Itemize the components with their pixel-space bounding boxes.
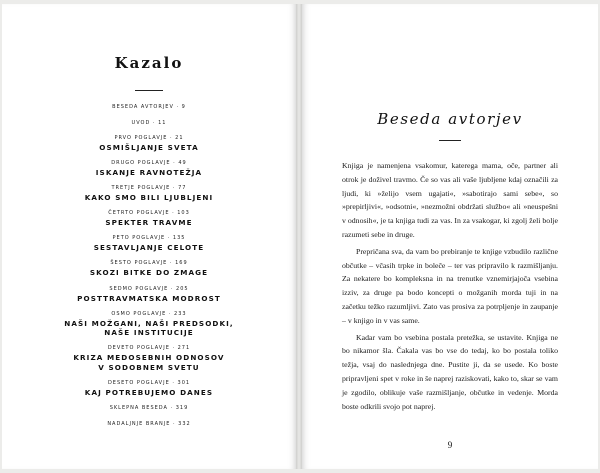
toc-entry-title: OSMIŠLJANJE SVETA [99, 143, 199, 152]
toc-entry-label: SEDMO POGLAVJE · 205 [109, 285, 189, 292]
toc-entry-label: DESETO POGLAVJE · 301 [107, 380, 191, 387]
toc-title: Kazalo [114, 54, 184, 72]
toc-entry [2, 403, 296, 413]
toc-entry-label: DEVETO POGLAVJE · 271 [107, 345, 191, 352]
toc-entry [2, 118, 296, 128]
toc-entry-title: SPEKTER TRAVME [105, 218, 193, 228]
toc-entry-title-line2: V SODOBNEM SVETU [98, 362, 200, 372]
toc-entry-title: KAJ POTREBUJEMO DANES [84, 388, 214, 398]
toc-entry-title: KRIZA MEDOSEBNIH ODNOSOV [73, 353, 225, 363]
page-number: 9 [447, 440, 453, 450]
toc-entry-label: ČETRTO POGLAVJE · 103 [108, 210, 190, 217]
section-divider [439, 140, 461, 141]
body-text [342, 159, 558, 416]
toc-entry [2, 183, 296, 203]
toc-entry [2, 378, 296, 398]
toc-entry-title: POSTTRAVMATSKA MODROST [77, 293, 221, 303]
toc-entry-label: NADALJNJE BRANJE · 332 [107, 420, 191, 427]
toc-entry [2, 208, 296, 228]
toc-entry [2, 309, 296, 338]
toc-entry [2, 419, 296, 429]
toc-divider [135, 90, 163, 91]
section-title: Beseda avtorjev [377, 110, 523, 128]
toc-entry-label: SKLEPNA BESEDA · 319 [109, 405, 189, 412]
paragraph: Knjiga je namenjena vsakomur, katerega mama, oče, partner ali otrok je doživel travmo. Če so vas ali vaše ljubljene kdaj označili za ljudi, ki »želijo vsem ugajati«, »sabotirajo sami sebe«, so »prepirljivi«, »odsotni«, »nezmožni obdržati službo« ali »neuspešni v odnosih«, je ta knjiga tudi za vas. In za vsakogar, ki zgolj želi bolje razumeti sebe in druge. [342, 161, 558, 239]
toc-entry-title: ISKANJE RAVNOTEŽJA [95, 168, 203, 178]
toc-list [2, 102, 296, 434]
paragraph: Prepričana sva, da vam bo prebiranje te knjige vzbudilo različne občutke – včasih trpke in boleče – ter vas pripravilo k razmišljanju. Za nekatere bo kompleksna in na trenutke vznemirjajoča vsebina izziv, za druge pa bodo koncepti o možganih morda tuji in na začetku težko razumljivi. Zato vas prosiva za potrpljenje in zaupanje – v knjigo in v vas same. [342, 246, 558, 325]
toc-entry-label: PRVO POGLAVJE · 21 [114, 135, 184, 141]
toc-entry [2, 158, 296, 178]
toc-entry-label: OSMO POGLAVJE · 233 [111, 310, 187, 317]
toc-entry-title: KAKO SMO BILI LJUBLJENI [84, 193, 214, 203]
toc-entry [2, 343, 296, 372]
toc-entry-title: SKOZI BITKE DO ZMAGE [89, 268, 209, 278]
toc-entry-label: TRETJE POGLAVJE · 77 [111, 185, 187, 192]
toc-entry-label: PETO POGLAVJE · 135 [112, 235, 186, 242]
paragraph: Kadar vam bo vsebina postala pretežka, se ustavite. Knjiga ne bo nikamor šla. Čakala vas bo vse do tedaj, ko bo postala toliko težja, vsaj do naslednjega dne. Pustite ji, da se usede. Ko boste pripravljeni spet v roke in še naprej raziskovati, kako to, skar se vam je zgodilo, oblikuje vaše razmišljanje, občutke in vedenje. Morda boste odkrili svojo pot naprej. [342, 332, 558, 411]
toc-entry [2, 284, 296, 304]
toc-entry [2, 133, 296, 153]
toc-entry [2, 102, 296, 112]
toc-entry-label: BESEDA AVTORJEV · 9 [112, 104, 186, 110]
toc-entry [2, 233, 296, 253]
toc-entry-label: ŠESTO POGLAVJE · 169 [110, 260, 188, 267]
toc-entry-title: NAŠI MOŽGANI, NAŠI PREDSODKI, [64, 318, 234, 328]
toc-entry-title-line2: NAŠE INSTITUCIJE [104, 328, 194, 338]
toc-entry-label: DRUGO POGLAVJE · 49 [111, 160, 187, 167]
toc-entry-label: UVOD · 11 [131, 119, 167, 126]
toc-entry-title: SESTAVLJANJE CELOTE [93, 243, 205, 253]
toc-entry [2, 258, 296, 278]
left-page [2, 4, 296, 469]
right-page [302, 4, 598, 469]
